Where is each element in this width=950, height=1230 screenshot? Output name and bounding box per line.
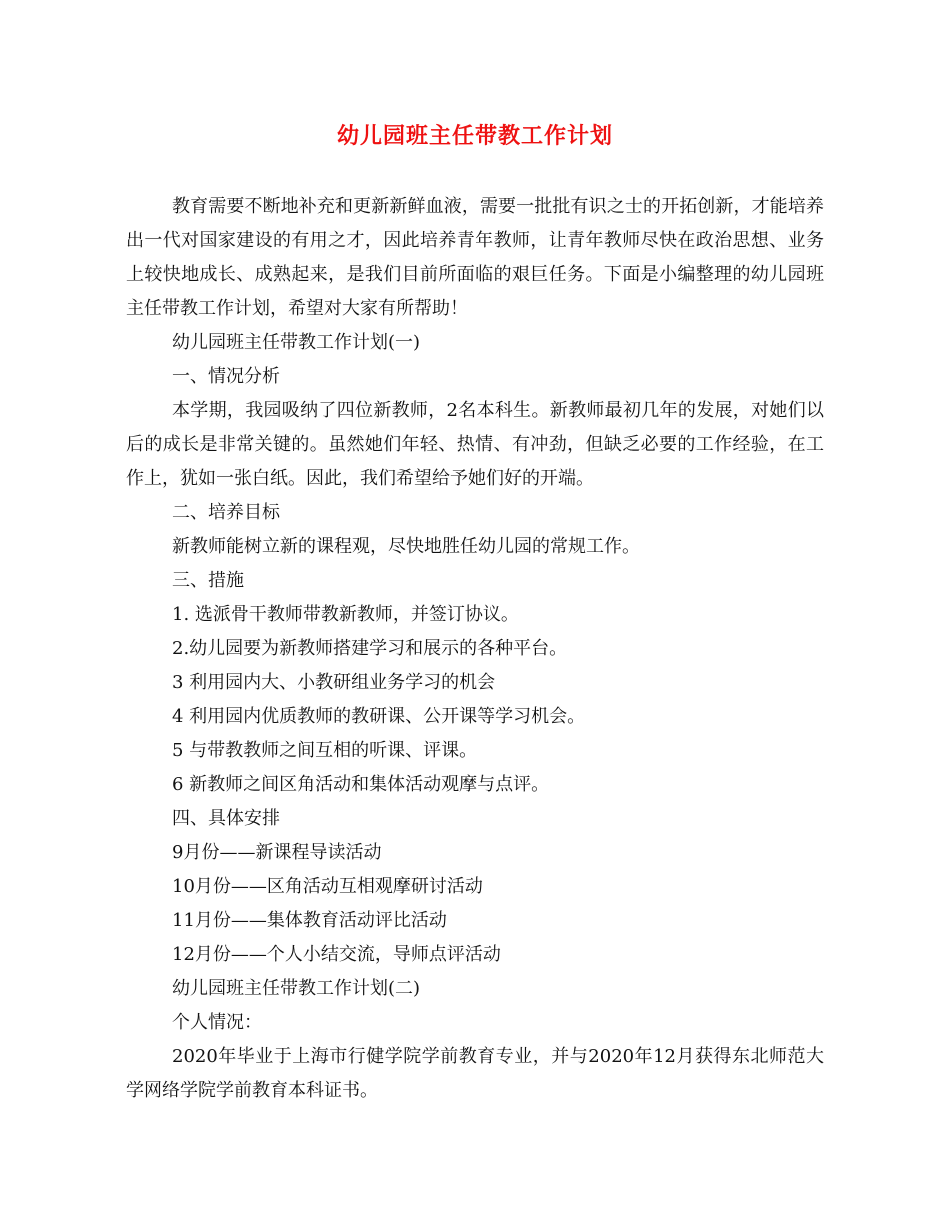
intro-paragraph: 教育需要不断地补充和更新新鲜血液，需要一批批有识之士的开拓创新，才能培养出一代对国家建设的有用之才，因此培养青年教师，让青年教师尽快在政治思想、业务上较快地成长、成熟起来，是我们目前所面临的艰巨任务。下面是小编整理的幼儿园班主任带教工作计划，希望对大家有所帮助！ bbox=[126, 196, 824, 319]
section-heading-schedule: 四、具体安排 bbox=[172, 808, 280, 829]
measure-item: 1. 选派骨干教师带教新教师，并签订协议。 bbox=[172, 604, 519, 625]
section-heading-analysis: 一、情况分析 bbox=[172, 366, 280, 387]
measure-item: 6 新教师之间区角活动和集体活动观摩与点评。 bbox=[172, 774, 550, 795]
section-heading-measures: 三、措施 bbox=[172, 570, 244, 591]
document-title: 幼儿园班主任带教工作计划 bbox=[336, 123, 613, 149]
document-body bbox=[126, 190, 824, 1108]
schedule-item: 12月份——个人小结交流，导师点评活动 bbox=[172, 944, 501, 965]
measure-item: 4 利用园内优质教师的教研课、公开课等学习机会。 bbox=[172, 706, 586, 727]
measure-item: 3 利用园内大、小教研组业务学习的机会 bbox=[172, 672, 496, 693]
analysis-paragraph: 本学期，我园吸纳了四位新教师，2名本科生。新教师最初几年的发展，对她们以后的成长是非常关键的。虽然她们年轻、热情、有冲劲，但缺乏必要的工作经验，在工作上，犹如一张白纸。因此，我们希望给予她们好的开端。 bbox=[126, 400, 824, 489]
section-heading-goal: 二、培养目标 bbox=[172, 502, 280, 523]
measure-item: 2.幼儿园要为新教师搭建学习和展示的各种平台。 bbox=[172, 638, 568, 659]
personal-info-paragraph: 2020年毕业于上海市行健学院学前教育专业，并与2020年12月获得东北师范大学网络学院学前教育本科证书。 bbox=[126, 1046, 824, 1101]
schedule-item: 11月份——集体教育活动评比活动 bbox=[172, 910, 447, 931]
personal-info-heading: 个人情况： bbox=[172, 1012, 262, 1033]
goal-paragraph: 新教师能树立新的课程观，尽快地胜任幼儿园的常规工作。 bbox=[172, 536, 640, 557]
schedule-item: 10月份——区角活动互相观摩研讨活动 bbox=[172, 876, 483, 897]
plan-two-heading: 幼儿园班主任带教工作计划(二) bbox=[172, 978, 421, 999]
plan-one-heading: 幼儿园班主任带教工作计划(一) bbox=[172, 332, 421, 353]
schedule-item: 9月份——新课程导读活动 bbox=[172, 842, 382, 863]
measure-item: 5 与带教教师之间互相的听课、评课。 bbox=[172, 740, 478, 761]
